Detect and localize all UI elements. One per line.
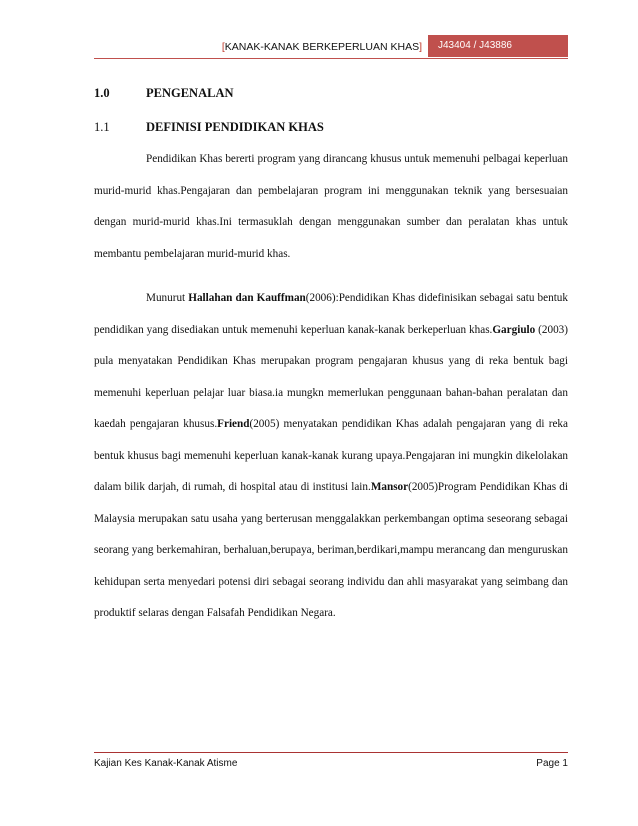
section-number: 1.0: [94, 86, 110, 100]
section-title: PENGENALAN: [146, 86, 234, 100]
text-run: (2006):Pendidikan Khas didefinisikan sebagai satu bentuk pendidikan yang disediakan untuk memenuhi keperluan kanak-kanak berkeperluan khas.: [94, 292, 568, 336]
page-header: [94, 38, 568, 60]
text-run: (2005)Program Pendidikan Khas di Malaysia merupakan satu usaha yang berterusan menggalakkan perkembangan optima seseorang sebagai seorang yang berkemahiran, berhaluan,berupaya, beriman,berdikari,mampu merancang dan menguruskan kehidupan serta menyedari potensi diri sebagai seorang individu dan ahli masyarakat yang seimbang dan produktif selaras dengan Falsafah Pendidikan Negara.: [94, 481, 568, 619]
footer-title: Kajian Kes Kanak-Kanak Atisme: [94, 758, 238, 769]
header-bracket-open: [: [221, 41, 225, 53]
header-title: [222, 41, 422, 53]
footer-divider: [94, 752, 568, 753]
header-divider: [94, 58, 568, 59]
text-run: (2003) pula menyatakan Pendidikan Khas merupakan program pengajaran khusus yang di reka bentuk bagi memenuhi keperluan pelajar luar biasa.ia mungkn memerlukan penggunaan bahan-bahan peralatan dan kaedah pengajaran khusus.: [94, 323, 568, 430]
header-title-text: KANAK-KANAK BERKEPERLUAN KHAS: [224, 41, 420, 53]
text-run: (2005) menyatakan pendidikan Khas adalah pengajaran yang di reka bentuk khusus bagi memenuhi keperluan kanak-kanak kurang upaya.Pengajaran ini mungkin dikelolakan dalam bilik darjah, di rumah, di hospital atau di institusi lain.: [94, 418, 568, 493]
paragraph-definition: [94, 144, 568, 270]
section-heading-1: [94, 86, 234, 101]
author-mansor: Mansor: [370, 481, 409, 493]
header-bracket-close: ]: [419, 41, 422, 53]
paragraph-text: Pendidikan Khas bererti program yang dirancang khusus untuk memenuhi pelbagai keperluan murid-murid khas.Pengajaran dan pembelajaran program ini menggunakan teknik yang bersesuaian dengan murid-murid khas.Ini termasuklah dengan menggunakan sumber dan peralatan khas untuk membantu pembelajaran murid-murid khas.: [94, 153, 568, 260]
author-friend: Friend: [217, 418, 250, 430]
page-footer: [94, 758, 568, 769]
page-number: Page 1: [536, 758, 568, 769]
section-title: DEFINISI PENDIDIKAN KHAS: [146, 120, 324, 134]
header-course-code: J43404 / J43886: [428, 35, 568, 57]
text-run: Munurut: [146, 292, 189, 304]
section-number: 1.1: [94, 120, 110, 134]
author-gargiulo: Gargiulo: [492, 323, 536, 336]
paragraph-authors: [94, 283, 568, 630]
author-hallahan-kauffman: Hallahan dan Kauffman: [188, 292, 306, 304]
section-heading-1-1: [94, 120, 324, 135]
